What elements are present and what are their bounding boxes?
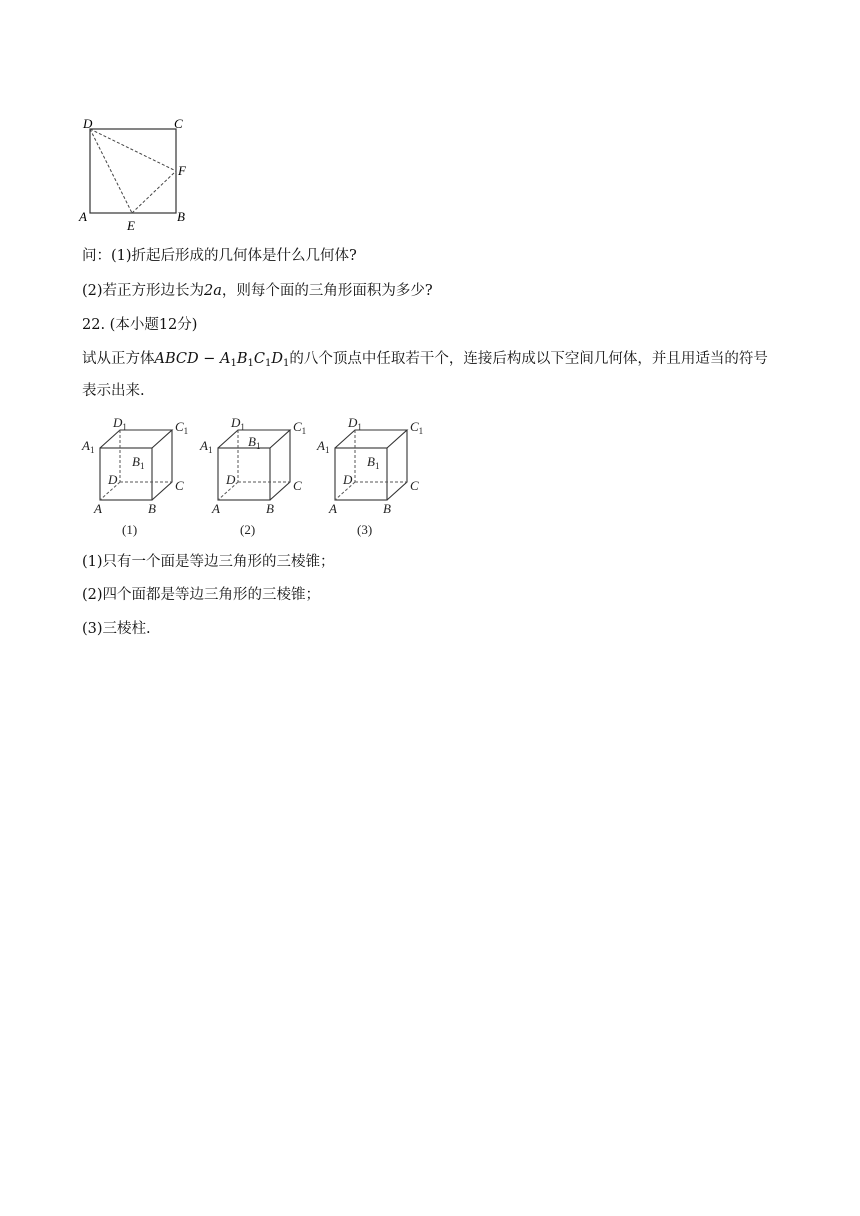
cube-2-right-edges xyxy=(270,430,290,500)
cube-3-label-C: C xyxy=(410,478,419,493)
cube-1-right-edges xyxy=(152,430,172,500)
cube-3-label-A1: $A_1$ xyxy=(317,438,330,455)
cube-3-top-edges xyxy=(335,430,407,448)
cube-3-caption: (3) xyxy=(357,522,373,537)
sub-2: 1 xyxy=(247,358,254,369)
fold-line-EF xyxy=(132,171,176,213)
cube-3-label-B1: $B_1$ xyxy=(367,454,380,471)
cube-1-caption: (1) xyxy=(122,522,138,537)
fold-line-DE xyxy=(90,129,132,213)
label-A: A xyxy=(79,209,87,224)
cube-2-label-D: D xyxy=(226,472,236,487)
cube-1-label-A: A xyxy=(94,501,102,516)
square-fold-diagram xyxy=(76,114,200,232)
cube-3-label-A: A xyxy=(329,501,337,516)
sub-3: 1 xyxy=(264,358,272,369)
stem-post: 的八个顶点中任取若干个，连接后构成以下空间几何体，并且用适当的符号 xyxy=(289,351,768,367)
cube-2-label-C1: $C_1$ xyxy=(293,419,307,436)
cube-1-label-C: C xyxy=(175,478,184,493)
sub-1: 1 xyxy=(230,358,237,369)
cube-2-label-A1: $A_1$ xyxy=(200,438,213,455)
q2-text-post: ，则每个面的三角形面积为多少? xyxy=(221,283,433,299)
cube-2-label-D1: $D_1$ xyxy=(231,415,245,432)
cube-1-label-D1: $D_1$ xyxy=(113,415,127,432)
cube-1-label-B1: $B_1$ xyxy=(132,454,145,471)
question-22-header: 22. (本小题12分) xyxy=(82,317,198,333)
cube-1-label-D: D xyxy=(108,472,118,487)
question-21-part-2 xyxy=(82,280,433,302)
cube-2-label-C: C xyxy=(293,478,302,493)
label-D: D xyxy=(83,116,93,131)
label-B: B xyxy=(177,209,185,224)
stem-math: ABCD − $A_1B_1C_1D_1$ xyxy=(154,351,290,369)
square-outline xyxy=(90,129,176,213)
question-22-item-3: (3)三棱柱. xyxy=(82,621,151,637)
label-F: F xyxy=(178,163,186,178)
cube-3-label-D1: $D_1$ xyxy=(348,415,362,432)
label-C: C xyxy=(174,116,183,131)
cube-1-label-A1: $A_1$ xyxy=(82,438,95,455)
question-22-stem-line-1 xyxy=(82,348,768,375)
stem-pre: 试从正方体 xyxy=(82,351,155,367)
sub-4: 1 xyxy=(283,358,290,369)
cube-1-label-C1: $C_1$ xyxy=(175,419,189,436)
cube-3-label-D: D xyxy=(343,472,353,487)
cube-1-label-B: B xyxy=(148,501,156,516)
question-22-stem-line-2: 表示出来. xyxy=(82,383,145,399)
fold-line-DF xyxy=(90,129,176,171)
question-22-item-2: (2)四个面都是等边三角形的三棱锥； xyxy=(82,587,321,603)
question-22-item-1: (1)只有一个面是等边三角形的三棱锥； xyxy=(82,554,335,570)
cube-2-label-B1: $B_1$ xyxy=(248,434,261,451)
stem-math-base: ABCD − A xyxy=(154,351,231,367)
cube-2-label-A: A xyxy=(212,501,220,516)
cube-3-label-B: B xyxy=(383,501,391,516)
cube-figures-row xyxy=(80,410,440,540)
cube-3-right-edges xyxy=(387,430,407,500)
cube-3-label-C1: $C_1$ xyxy=(410,419,424,436)
cube-2-caption: (2) xyxy=(240,522,256,537)
q2-text-pre: (2)若正方形边长为 xyxy=(82,283,205,299)
cube-1-top-edges xyxy=(100,430,172,448)
question-21-part-1: 问：(1)折起后形成的几何体是什么几何体? xyxy=(82,248,357,264)
label-E: E xyxy=(127,218,135,232)
q2-math: 2a xyxy=(204,283,222,299)
cube-2-label-B: B xyxy=(266,501,274,516)
cube-figures-svg xyxy=(80,410,440,540)
